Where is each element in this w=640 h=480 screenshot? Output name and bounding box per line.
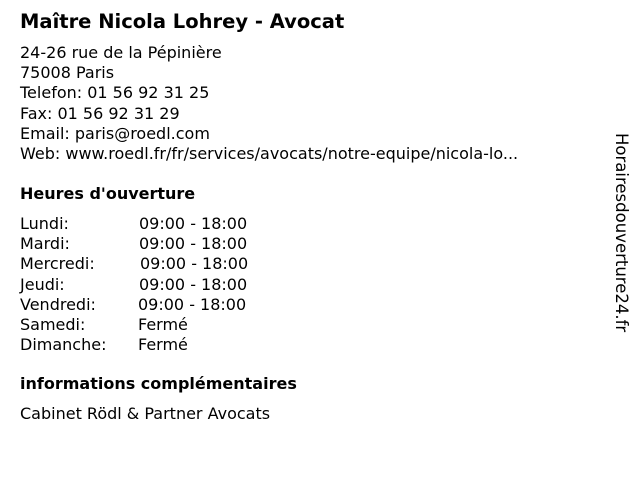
city-line: 75008 Paris	[20, 63, 115, 83]
hours-table	[20, 214, 248, 355]
website-line: Web: www.roedl.fr/fr/services/avocats/notre-equipe/nicola-lo...	[20, 144, 519, 164]
day-hours: 09:00 - 18:00	[139, 274, 248, 294]
phone-line: Telefon: 01 56 92 31 25	[20, 83, 210, 103]
hours-row-friday	[20, 295, 248, 315]
day-hours: Fermé	[138, 335, 188, 355]
day-label: Samedi:	[20, 314, 86, 334]
street-address: 24-26 rue de la Pépinière	[20, 43, 222, 62]
hours-row-tuesday	[20, 234, 248, 254]
day-label: Vendredi:	[20, 294, 96, 314]
day-label: Jeudi:	[20, 274, 65, 294]
hours-heading: Heures d'ouverture	[20, 184, 196, 203]
business-name: Maître Nicola Lohrey - Avocat	[20, 10, 345, 33]
day-hours: 09:00 - 18:00	[138, 294, 247, 314]
site-watermark: Horairesdouverture24.fr	[612, 133, 631, 333]
hours-row-monday	[20, 214, 248, 234]
info-heading: informations complémentaires	[20, 374, 297, 393]
day-label: Dimanche:	[20, 335, 107, 355]
day-hours: Fermé	[138, 314, 188, 334]
hours-row-saturday	[20, 315, 248, 335]
day-hours: 09:00 - 18:00	[140, 254, 249, 274]
day-label: Mercredi:	[20, 254, 95, 274]
day-label: Lundi:	[20, 214, 69, 233]
email-line: Email: paris@roedl.com	[20, 123, 210, 143]
hours-row-sunday	[20, 335, 248, 355]
day-hours: 09:00 - 18:00	[139, 214, 248, 233]
info-text: Cabinet Rödl & Partner Avocats	[20, 404, 271, 423]
hours-row-thursday	[20, 275, 248, 295]
fax-line: Fax: 01 56 92 31 29	[20, 103, 180, 123]
hours-row-wednesday	[20, 254, 248, 274]
day-label: Mardi:	[20, 234, 70, 254]
contact-block	[20, 43, 518, 164]
day-hours: 09:00 - 18:00	[139, 234, 248, 254]
